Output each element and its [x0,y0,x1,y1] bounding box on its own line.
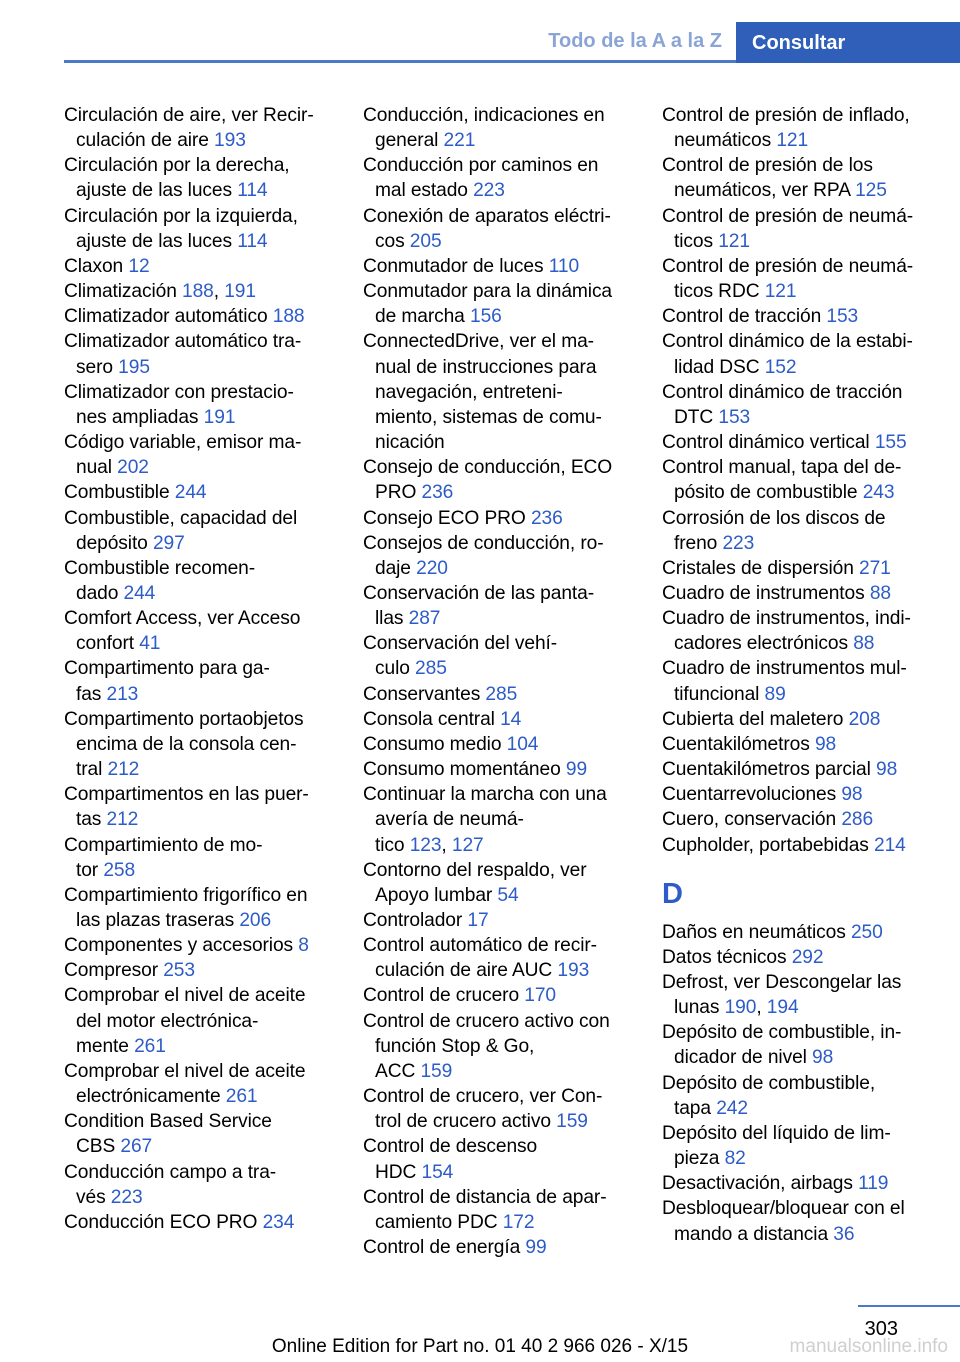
index-entry [64,153,332,203]
page-link[interactable]: 223 [473,180,505,202]
index-entry-term: Compartimiento frigorífico en las plazas traseras [64,884,308,931]
index-entry [363,682,631,707]
index-entry [662,455,930,505]
page-link[interactable]: 287 [408,608,441,630]
page-link[interactable]: 114 [237,230,268,252]
index-entry [662,833,930,858]
page-link[interactable]: 188 [182,281,214,303]
index-entry [662,757,930,782]
index-entry-term: Conservación del vehí- culo [363,633,558,680]
page-link[interactable]: 99 [525,1237,547,1259]
index-entry [363,1084,631,1134]
index-entry-term: Combustible [64,482,170,504]
index-entry-term: Compartimentos en las puer- tas [64,784,309,831]
page-link[interactable]: 191 [224,281,256,303]
index-entry-term: Control de distancia de apar- camiento PDC [363,1186,607,1233]
index-entry [363,254,631,279]
page-link[interactable]: 54 [497,884,519,906]
index-entry-term: Cuero, conservación [662,809,837,831]
index-entry [363,279,631,329]
index-entry [363,153,631,203]
index-entry [363,455,631,505]
index-entry-term: Control dinámico de tracción DTC [662,381,903,428]
index-entry-term: Conducción campo a tra- vés [64,1161,277,1208]
page-link[interactable]: 155 [874,432,907,454]
page-link[interactable]: 36 [833,1223,855,1245]
header-section-title: Todo de la A a la Z [548,30,722,52]
index-entry-term: Consejo de conducción, ECO PRO [363,457,613,504]
index-entry-term: Control de presión de neumá- ticos [662,205,914,252]
page-link[interactable]: 205 [409,230,442,252]
index-entry [363,983,631,1008]
page-link[interactable]: 193 [214,130,246,152]
index-entry [363,1009,631,1084]
page-link[interactable]: 253 [163,960,195,982]
index-entry [363,1185,631,1235]
index-entry [662,945,930,970]
page-link[interactable]: 110 [548,255,580,277]
page-link[interactable]: 234 [262,1211,295,1233]
page-link[interactable]: 208 [848,708,881,730]
index-entry-term: Condition Based Service CBS [64,1111,272,1158]
index-entry-term: Control de presión de neumá- ticos RDC [662,255,914,303]
index-entry-term: Circulación de aire, ver Recir- culación de aire [64,105,314,152]
page-link[interactable]: 125 [855,180,887,202]
index-entry-term: Daños en neumáticos [662,921,846,943]
watermark: manualsonline.info [789,1336,948,1357]
index-entry-term: Datos técnicos [662,946,787,968]
page-link[interactable]: 12 [128,255,150,277]
page-link[interactable]: 98 [876,759,898,781]
page-link[interactable]: 127 [451,834,484,856]
index-entry [64,1160,332,1210]
page-link[interactable]: 154 [421,1161,454,1183]
index-entry-term: Comfort Access, ver Acceso confort [64,608,301,655]
index-entry [662,1196,930,1246]
index-entry [662,1020,930,1070]
page-link[interactable]: 98 [814,733,837,755]
page-number: 303 [864,1318,898,1340]
index-entry-term: Climatizador con prestacio- nes ampliadas [64,381,294,428]
page-link[interactable]: 98 [841,784,863,806]
page-link[interactable]: 194 [766,997,799,1019]
index-entry-term: Cuadro de instrumentos mul- tifuncional [662,658,907,705]
page-link[interactable]: 271 [859,557,891,579]
index-entry [64,833,332,883]
index-entry [662,556,930,581]
index-entry [64,656,332,706]
index-entry-term: Cuentakilómetros [662,733,810,755]
index-entry [64,958,332,983]
index-entry [363,581,631,631]
index-entry [662,707,930,732]
index-entry-term: Controlador [363,910,463,931]
edition-note: Online Edition for Part no. 01 40 2 966 026 - X/15 [271,1336,689,1357]
index-entry-term: Cupholder, portabebidas [662,834,869,856]
index-entry [662,506,930,556]
page-link[interactable]: 98 [812,1047,834,1069]
index-entry-term: Desactivación, airbags [662,1173,853,1195]
index-entry-term: Cuadro de instrumentos [662,582,865,604]
page-link[interactable]: 190 [724,997,757,1019]
page-link[interactable]: 104 [506,733,539,755]
index-entry [363,757,631,782]
index-entry [64,983,332,1058]
index-entry [662,204,930,254]
index-entry-term: Compartimento portaobjetos encima de la consola cen- tral [64,708,304,781]
index-entry [64,883,332,933]
index-entry [363,329,631,455]
index-entry [363,103,631,153]
index-entry-term: ConnectedDrive, ver el ma- nual de instrucciones para navegación, entreteni- miento, sistemas de comu- nicación [363,331,602,454]
index-entry [64,430,332,480]
index-entry [64,707,332,782]
index-entry [662,606,930,656]
index-entry: Continuar la marcha con una avería de neumá- tico 123, 127 [363,784,607,856]
index-entry-term: Control de energía [363,1237,521,1259]
index-entry [662,807,930,832]
index-entry-term: Depósito de combustible, in- dicador de nivel [662,1022,902,1069]
index-entry [662,782,930,807]
page-link[interactable]: 267 [120,1136,153,1158]
index-letter-heading: D [662,877,683,910]
index-entry [64,329,332,379]
index-entry [363,732,631,757]
index-entry [363,531,631,581]
index-entry-term: Consola central [363,708,495,730]
page-link[interactable]: 123 [409,834,442,856]
page-link[interactable]: 191 [203,406,236,428]
index-entry-term: Climatización [64,281,177,303]
index-entry-term: Conmutador de luces [363,255,544,277]
page-link[interactable]: 121 [718,230,750,252]
page-link[interactable]: 159 [420,1060,453,1082]
page-link[interactable]: 214 [874,834,906,856]
index-entry-term: Compartimiento de mo- tor [64,834,263,881]
index-entry-term: Control dinámico vertical [662,432,870,454]
index-entry [363,908,631,933]
index-entry [64,204,332,254]
page-link[interactable]: 153 [826,306,859,328]
index-entry [64,606,332,656]
page-link[interactable]: 14 [500,708,522,730]
page-link[interactable]: 285 [485,683,518,705]
page-link[interactable]: 212 [107,759,140,781]
page-link[interactable]: 88 [869,582,891,604]
page-link[interactable]: 221 [443,130,476,152]
page-link[interactable]: 236 [421,482,454,504]
index-entry-term: Consejos de conducción, ro- daje [363,532,604,579]
index-entry [662,732,930,757]
index-entry-term: Cubierta del maletero [662,708,844,730]
index-entry [662,1171,930,1196]
index-entry-term: Continuar la marcha con una avería de neumá- tico [363,784,607,856]
index-entry-term: Consumo medio [363,733,502,755]
index-entry-term: Claxon [64,255,124,277]
index-entry-term: Comprobar el nivel de aceite electrónicamente [64,1060,306,1108]
index-entry-term: Depósito del líquido de lim- pieza [662,1122,891,1170]
index-entry [662,656,930,706]
page-link[interactable]: 41 [139,633,161,655]
page-link[interactable]: 172 [502,1211,535,1233]
index-entry [64,782,332,832]
index-entry-term: Control de crucero activo con función Stop & Go, ACC [363,1010,610,1082]
page-link[interactable]: 82 [724,1148,746,1170]
index-entry-term: Cuadro de instrumentos, indi- cadores electrónicos [662,608,911,655]
index-entry [64,254,332,279]
index-entry-term: Consejo ECO PRO [363,507,526,529]
index-entry [662,103,930,153]
index-entry-term: Contorno del respaldo, ver Apoyo lumbar [363,859,587,906]
index-entry-term: Combustible recomen- dado [64,557,256,604]
page-link[interactable]: 285 [415,658,447,680]
index-entry [662,254,930,304]
index-entry [662,329,930,379]
page-link[interactable]: 121 [776,130,809,152]
page-link[interactable]: 153 [718,406,751,428]
index-entry-term: Conexión de aparatos eléctri- cos [363,205,611,252]
index-entry [64,1059,332,1109]
page-link[interactable]: 156 [470,306,502,328]
index-entry-term: Control manual, tapa del de- pósito de combustible [662,457,902,504]
index-entry-term: Código variable, emisor ma- nual [64,432,302,479]
index-entry-term: Conmutador para la dinámica de marcha [363,281,613,328]
index-entry-term: Conducción por caminos en mal estado [363,155,599,202]
index-entry-term: Control de crucero [363,985,520,1007]
page-link[interactable]: 212 [106,809,139,831]
index-entry [662,430,930,455]
footer-rule [858,1305,960,1307]
page-link[interactable]: 206 [239,910,272,931]
page-link[interactable]: 242 [716,1097,748,1119]
index-entry-term: Control automático de recir- culación de aire AUC [363,935,597,982]
index-entry [64,1210,332,1235]
index-entry-term: Combustible, capacidad del depósito [64,507,298,554]
page-link[interactable]: 119 [858,1173,889,1195]
index-entry-term: Conservantes [363,683,481,705]
index-entry [64,380,332,430]
page-link[interactable]: 244 [123,582,156,604]
page-link[interactable]: 220 [416,557,448,579]
index-entry [363,858,631,908]
index-entry-term: Control de presión de los neumáticos, ver RPA [662,155,873,202]
index-entry [662,1121,930,1171]
index-entry-term: Control de crucero, ver Con- trol de crucero activo [363,1086,603,1133]
page-link[interactable]: 297 [152,532,185,554]
page-link[interactable]: 159 [556,1111,588,1133]
index-entry [363,631,631,681]
page-link[interactable]: 88 [853,633,875,655]
index-entry [64,103,332,153]
page-link[interactable]: 213 [106,683,139,705]
page-link[interactable]: 99 [565,759,588,781]
page-link[interactable]: 89 [764,683,786,705]
page-link[interactable]: 152 [764,356,797,378]
index-entry-term: Corrosión de los discos de freno [662,507,886,554]
index-entry [662,153,930,203]
index-entry [363,1235,631,1260]
index-entry [64,506,332,556]
page-link[interactable]: 188 [272,306,305,328]
index-entry-term: Defrost, ver Descongelar las lunas [662,972,902,1019]
index-entry [363,1134,631,1184]
index-entry [64,304,332,329]
index-entry-term: Cuentarrevoluciones [662,784,837,806]
index-column-3 [662,103,930,1247]
page-link[interactable]: 8 [298,935,309,957]
index-entry-term: Componentes y accesorios [64,935,294,957]
index-entry-term: Cristales de dispersión [662,557,854,579]
index-entry: Climatización 188, 191 [64,281,256,303]
index-entry [363,506,631,531]
page-link[interactable]: 121 [764,281,797,303]
index-entry [662,380,930,430]
index-entry [662,920,930,945]
index-entry-term: Climatizador automático tra- sero [64,331,302,378]
index-entry-term: Control dinámico de la estabi- lidad DSC [662,331,913,378]
index-entry-term: Circulación por la izquierda, ajuste de las luces [64,205,298,252]
page-link[interactable]: 236 [530,507,563,529]
index-entry: Defrost, ver Descongelar las lunas 190, 194 [662,972,902,1019]
index-entry-term: Compartimento para ga- fas [64,658,270,705]
index-entry-term: Climatizador automático [64,306,268,328]
index-entry-term: Depósito de combustible, tapa [662,1072,876,1119]
index-entry-term: Desbloquear/bloquear con el mando a distancia [662,1198,905,1245]
page-link[interactable]: 193 [557,960,590,982]
page-link[interactable]: 292 [791,946,824,968]
page-link[interactable]: 223 [110,1186,143,1208]
index-entry-term: Compresor [64,960,158,982]
page-link[interactable]: 202 [117,457,149,479]
page-link[interactable]: 195 [118,356,150,378]
page-link[interactable]: 114 [237,180,268,202]
index-column-2 [363,103,631,1260]
page-link[interactable]: 286 [841,809,874,831]
index-entry-term: Control de tracción [662,306,822,328]
index-entry-term: Cuentakilómetros parcial [662,759,871,781]
index-entry [64,556,332,606]
index-entry-term: Control de presión de inflado, neumáticos [662,105,910,152]
index-entry [64,1109,332,1159]
index-entry-term: Consumo momentáneo [363,759,561,781]
index-entry-term: Control de descenso HDC [363,1136,538,1183]
index-entry-term: Circulación por la derecha, ajuste de las luces [64,155,290,202]
index-entry-term: Conducción ECO PRO [64,1211,258,1233]
page-link[interactable]: 261 [225,1086,258,1108]
index-entry-term: Conservación de las panta- llas [363,582,594,630]
index-entry-term: Comprobar el nivel de aceite del motor electrónica- mente [64,985,306,1057]
index-entry [363,933,631,983]
page-link[interactable]: 261 [134,1035,166,1057]
page-link[interactable]: 243 [862,482,895,504]
page-link[interactable]: 170 [524,985,556,1007]
header-tab[interactable]: Consultar [736,22,960,63]
index-entry [363,707,631,732]
page-link[interactable]: 244 [174,482,207,504]
page-link[interactable]: 223 [722,532,755,554]
index-column-1 [64,103,332,1235]
index-entry [662,581,930,606]
index-entry [662,304,930,329]
index-entry-term: Conducción, indicaciones en general [363,105,605,152]
page-link[interactable]: 17 [467,910,489,931]
index-entry [662,1071,930,1121]
page-link[interactable]: 258 [103,859,136,881]
index-entry [64,933,332,958]
page-link[interactable]: 250 [850,921,883,943]
index-entry [363,204,631,254]
index-entry [64,480,332,505]
